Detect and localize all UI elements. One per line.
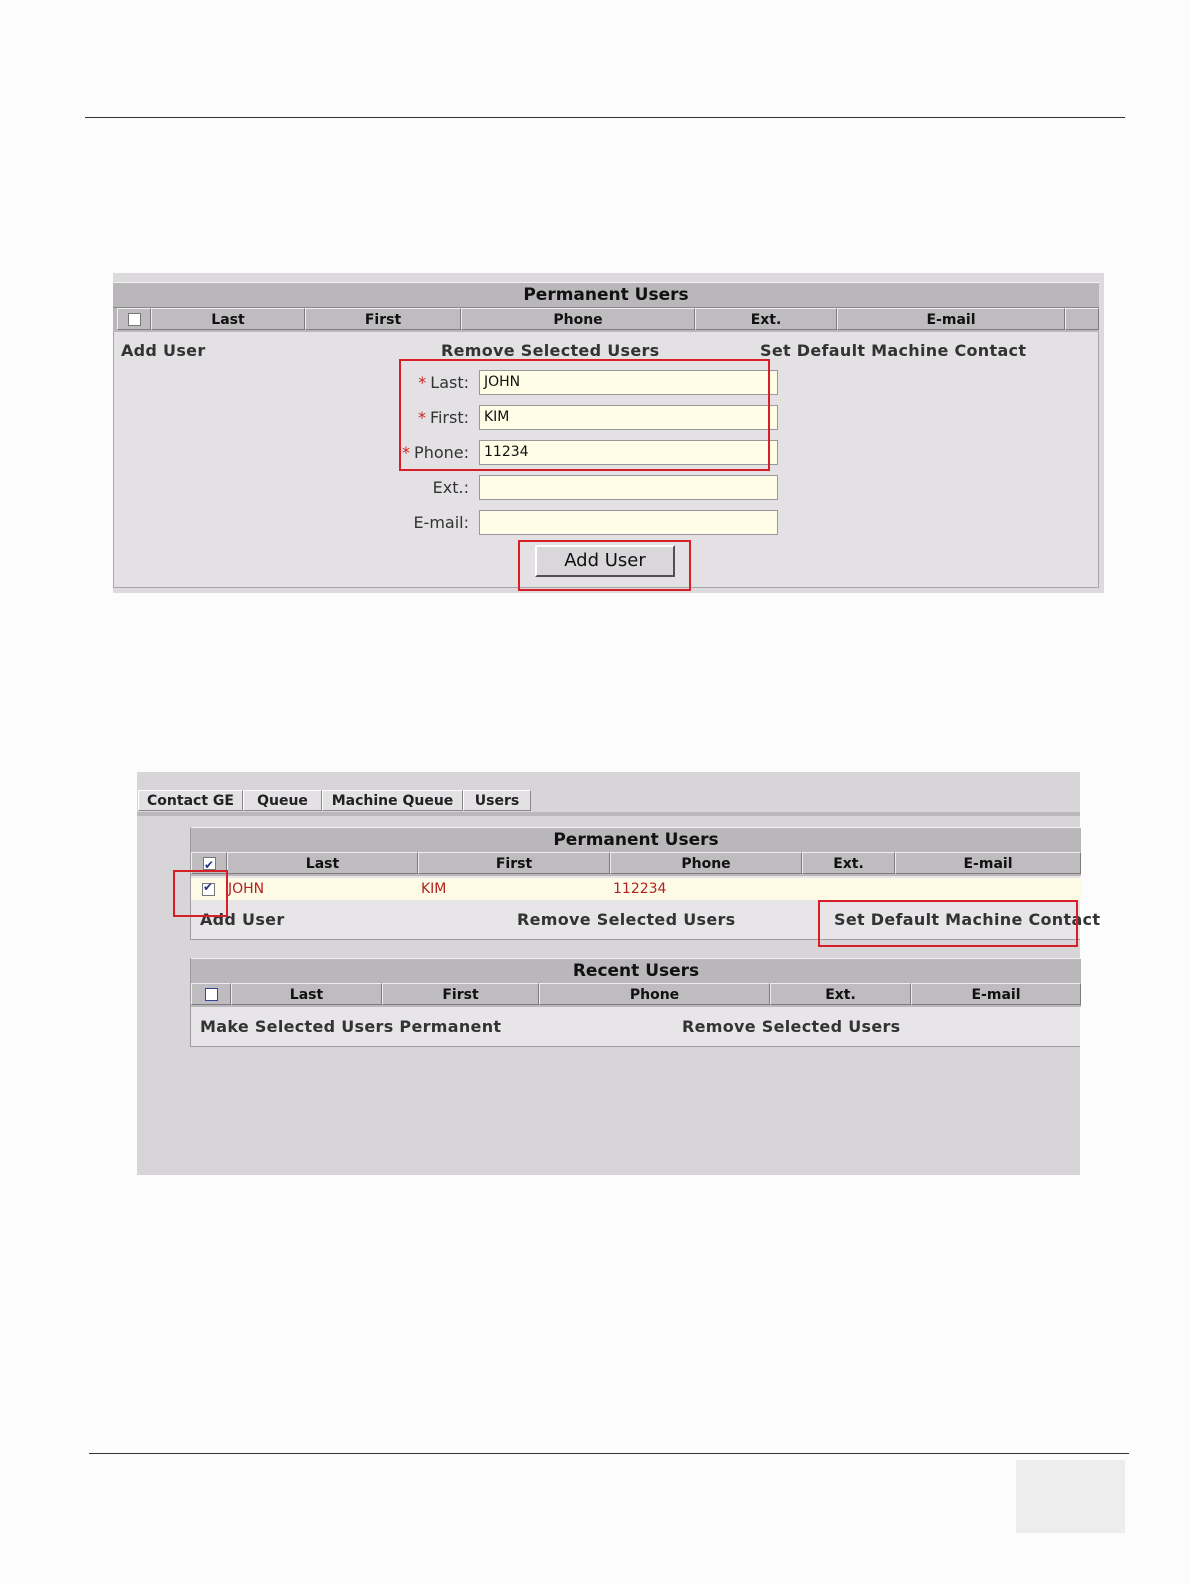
recent-users-panel — [190, 958, 1080, 1047]
column-header-email[interactable]: E-mail — [837, 308, 1065, 330]
row-first: KIM — [421, 881, 447, 897]
add-user-link[interactable]: Add User — [200, 910, 285, 929]
email-input[interactable] — [479, 510, 778, 535]
remove-selected-recent-users-link[interactable]: Remove Selected Users — [682, 1017, 901, 1036]
last-input[interactable]: JOHN — [479, 370, 778, 395]
select-all-checkbox[interactable] — [128, 313, 141, 326]
permanent-header-row — [191, 852, 1081, 876]
recent-header-row — [191, 983, 1081, 1007]
permanent-column-first[interactable]: First — [418, 852, 610, 874]
column-header-last[interactable]: Last — [151, 308, 305, 330]
column-header-phone[interactable]: Phone — [461, 308, 695, 330]
required-fields-highlight — [399, 359, 770, 471]
remove-selected-users-link[interactable]: Remove Selected Users — [441, 341, 660, 360]
permanent-column-ext[interactable]: Ext. — [802, 852, 895, 874]
permanent-select-all-checkbox[interactable] — [203, 857, 216, 870]
tab-users[interactable]: Users — [463, 790, 531, 811]
set-default-machine-contact-link[interactable]: Set Default Machine Contact — [760, 341, 1027, 360]
permanent-column-phone[interactable]: Phone — [610, 852, 802, 874]
row-checkbox-highlight — [173, 870, 228, 917]
tab-contact-ge[interactable]: Contact GE — [138, 790, 243, 811]
column-header-first[interactable]: First — [305, 308, 461, 330]
recent-column-email[interactable]: E-mail — [911, 983, 1081, 1005]
bottom-rule — [89, 1453, 1129, 1454]
phone-input[interactable]: 11234 — [479, 440, 778, 465]
column-header-ext[interactable]: Ext. — [695, 308, 837, 330]
table-title: Permanent Users — [113, 282, 1099, 308]
add-user-screenshot — [113, 273, 1104, 593]
column-header-row — [113, 308, 1099, 332]
tab-queue[interactable]: Queue — [243, 790, 322, 811]
recent-select-all-cell — [191, 983, 231, 1005]
permanent-column-last[interactable]: Last — [227, 852, 418, 874]
page-number-box — [1016, 1460, 1125, 1533]
users-tab-screenshot — [137, 772, 1101, 1175]
first-label: * First: — [417, 408, 469, 427]
ext-label: Ext.: — [432, 478, 469, 497]
table-row[interactable] — [191, 878, 1081, 900]
phone-label: * Phone: — [402, 443, 469, 462]
set-default-contact-highlight — [818, 900, 1078, 947]
recent-column-ext[interactable]: Ext. — [770, 983, 911, 1005]
make-selected-users-permanent-link[interactable]: Make Selected Users Permanent — [200, 1017, 502, 1036]
select-all-cell — [117, 308, 151, 330]
row-last: JOHN — [228, 881, 265, 897]
recent-users-title: Recent Users — [191, 958, 1081, 984]
recent-select-all-checkbox[interactable] — [205, 988, 218, 1001]
last-label: * Last: — [418, 373, 469, 392]
tab-bar — [137, 790, 1080, 816]
set-default-machine-contact-link[interactable]: Set Default Machine Contact — [834, 910, 1101, 929]
add-user-link[interactable]: Add User — [121, 341, 206, 360]
top-rule — [85, 117, 1125, 118]
column-header-spacer — [1065, 308, 1099, 330]
row-phone: 112234 — [613, 881, 667, 897]
remove-selected-users-link[interactable]: Remove Selected Users — [517, 910, 736, 929]
ext-input[interactable] — [479, 475, 778, 500]
tab-machine-queue[interactable]: Machine Queue — [322, 790, 463, 811]
permanent-column-email[interactable]: E-mail — [895, 852, 1081, 874]
recent-column-first[interactable]: First — [382, 983, 539, 1005]
add-user-button[interactable]: Add User — [535, 545, 675, 577]
add-user-button-highlight — [518, 540, 691, 591]
first-input[interactable]: KIM — [479, 405, 778, 430]
recent-column-last[interactable]: Last — [231, 983, 382, 1005]
email-label: E-mail: — [413, 513, 469, 532]
permanent-users-title: Permanent Users — [191, 827, 1081, 853]
recent-column-phone[interactable]: Phone — [539, 983, 770, 1005]
